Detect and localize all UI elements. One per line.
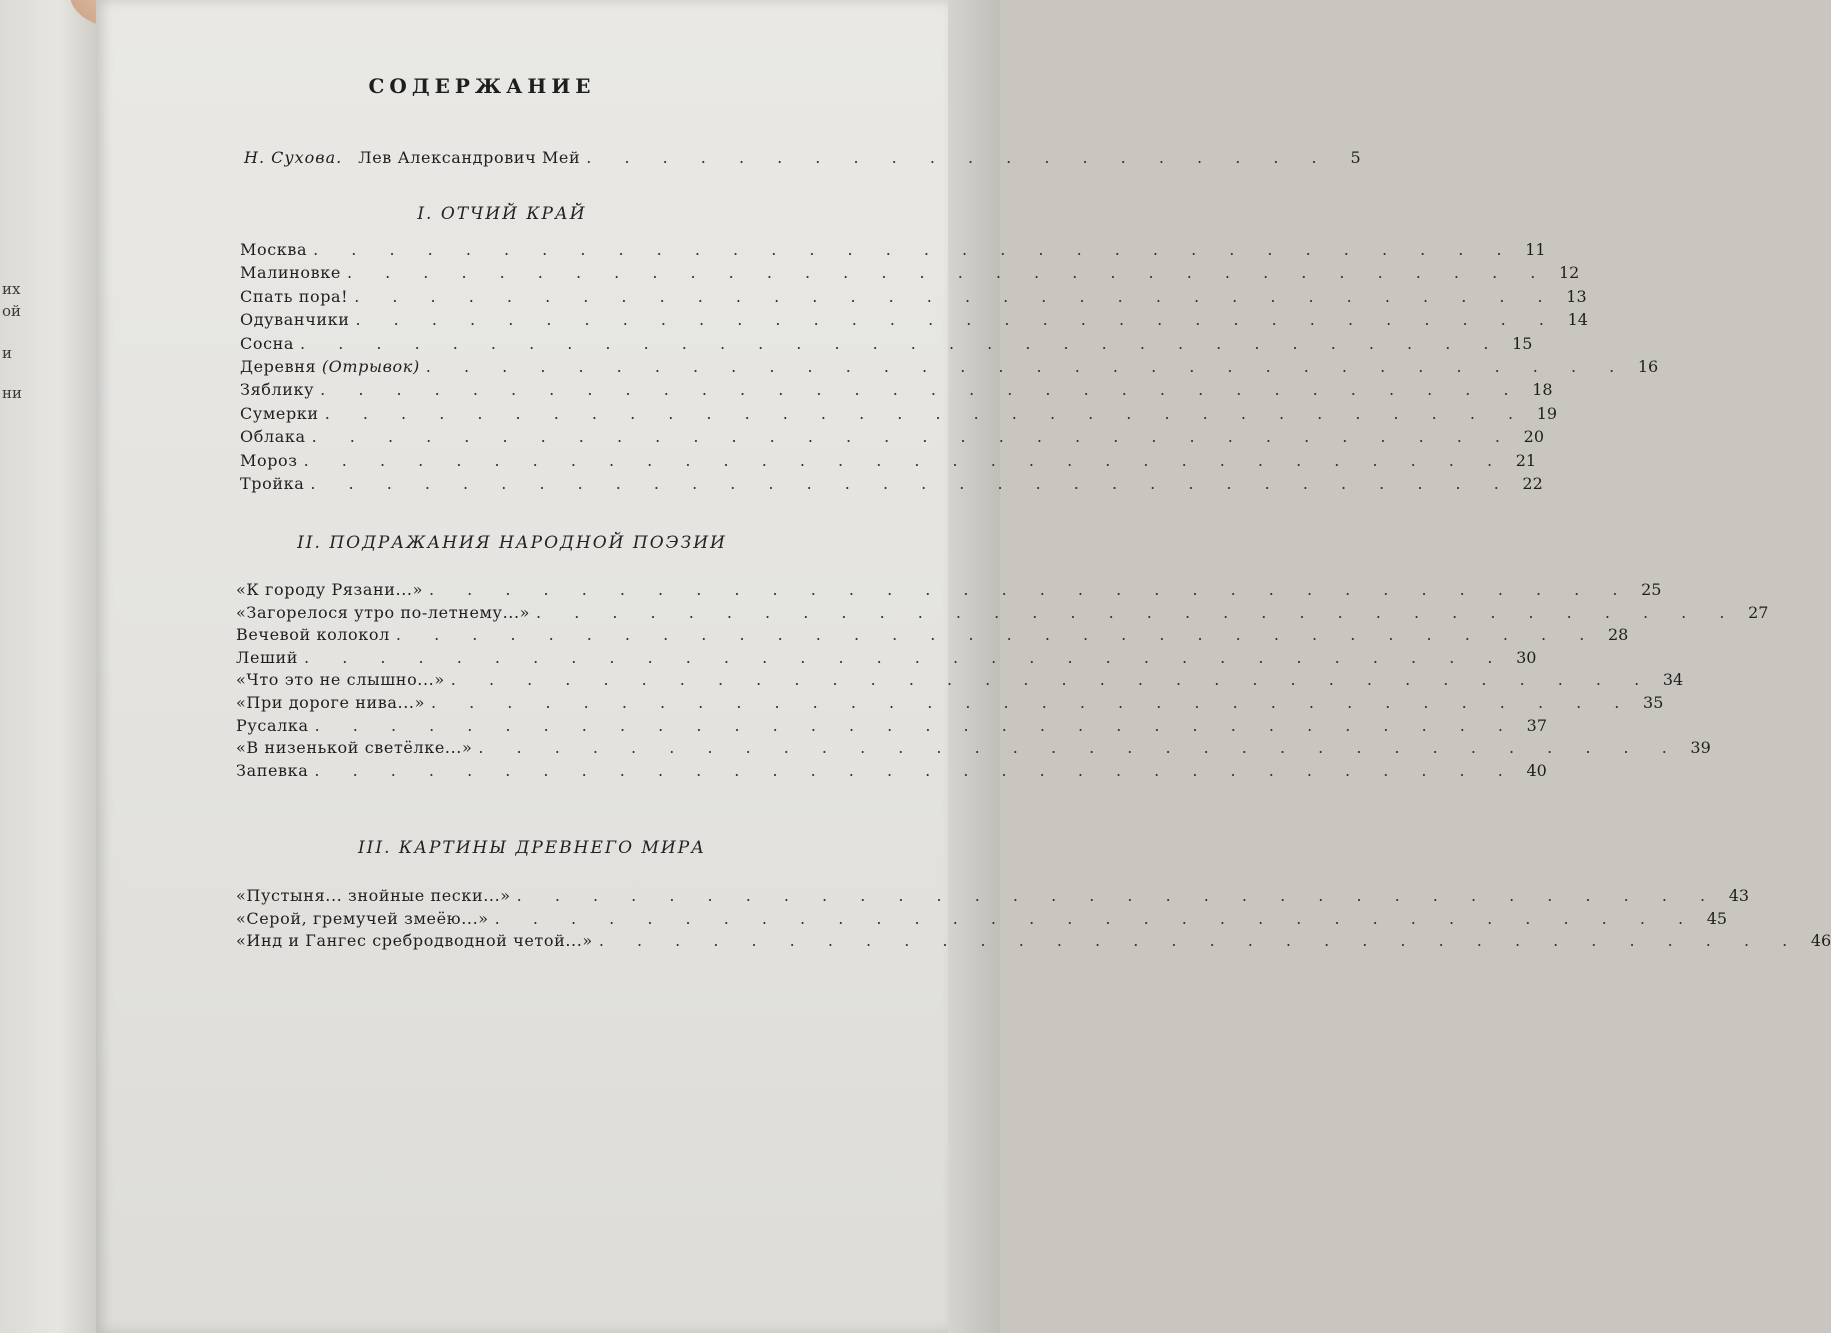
- left-page-fragment: и: [2, 344, 12, 362]
- toc-entry[interactable]: [240, 380, 1553, 404]
- toc-entry[interactable]: [240, 357, 1659, 381]
- toc-entry[interactable]: [236, 908, 1728, 933]
- toc-intro-entry[interactable]: [244, 148, 1361, 172]
- section-heading-2: II. ПОДРАЖАНИЯ НАРОДНОЙ ПОЭЗИИ: [297, 533, 727, 553]
- toc-entry-title: Облака: [240, 427, 306, 447]
- dot-leader: . . . . . . . . . . . . . . . . . . . . . . . . . . . . . . . .: [430, 693, 1634, 712]
- dot-leader: . . . . . . . . . . . . . . . . . . . . . . . . . . . . . . . .: [494, 908, 1698, 928]
- toc-entry[interactable]: [236, 602, 1769, 627]
- toc-entry-page: 15: [1512, 333, 1533, 353]
- toc-entry-title: «Загорелося утро по-летнему...»: [236, 602, 531, 622]
- toc-entry-title: «В низенькой светёлке...»: [236, 738, 473, 758]
- toc-entry-title: «Что это не слышно...»: [236, 670, 445, 690]
- section-heading-3: III. КАРТИНЫ ДРЕВНЕГО МИРА: [357, 838, 707, 858]
- toc-entry-page: 30: [1516, 647, 1537, 667]
- toc-entry[interactable]: [236, 886, 1750, 910]
- intro-page: 5: [1350, 148, 1361, 167]
- toc-entry-title: Тройка: [240, 474, 305, 493]
- toc-entry-title: Сосна: [240, 333, 295, 353]
- page-title: СОДЕРЖАНИЕ: [368, 74, 596, 98]
- toc-entry[interactable]: [240, 263, 1580, 287]
- dot-leader: . . . . . . . . . . . . . . . . . . . . . . . . . . . . . . . .: [478, 738, 1681, 758]
- toc-entry[interactable]: [236, 738, 1711, 762]
- dot-leader: . . . . . . . . . . . . . . . . . . . . . . . . . . . . . . . .: [536, 602, 1739, 622]
- toc-entry[interactable]: [236, 580, 1662, 604]
- toc-entry-page: 34: [1662, 670, 1684, 690]
- dot-leader: . . . . . . . . . . . . . . . . . . . . . . . . . . . . . . . .: [346, 263, 1550, 283]
- toc-entry-page: 12: [1559, 263, 1580, 283]
- toc-entry[interactable]: [240, 403, 1558, 428]
- toc-entry-page: 18: [1532, 380, 1553, 400]
- intro-title: Лев Александрович Мей: [358, 148, 581, 167]
- toc-entry-page: 16: [1637, 357, 1659, 376]
- toc-entry[interactable]: [236, 670, 1684, 694]
- dot-leader: . . . . . . . . . . . . . . . . . . . . . . . . . . . . . . . .: [395, 625, 1599, 645]
- toc-entry-title: Зяблику: [240, 380, 315, 400]
- right-page: [96, 0, 1831, 1333]
- toc-entry-page: 35: [1643, 693, 1664, 712]
- dot-leader: . . . . . . . . . . . . . . . . . . . .: [586, 148, 1331, 167]
- dot-leader: . . . . . . . . . . . . . . . . . . . . . . . . . . . . . . . .: [516, 886, 1720, 905]
- dot-leader: . . . . . . . . . . . . . . . . . . . . . . . . . . . . . . . .: [354, 286, 1557, 306]
- dot-leader: . . . . . . . . . . . . . . . . . . . . . . . . . . . . . . . .: [303, 450, 1507, 470]
- toc-entry-page: 25: [1641, 580, 1662, 599]
- dot-leader: . . . . . . . . . . . . . . . . . . . . . . . . . . . . . . . .: [598, 931, 1802, 950]
- toc-entry-title: Деревня (Отрывок): [240, 357, 420, 376]
- toc-entry[interactable]: [236, 931, 1831, 955]
- toc-entry[interactable]: [240, 240, 1546, 264]
- dot-leader: . . . . . . . . . . . . . . . . . . . . . . . . . . . . . . . .: [324, 403, 1528, 423]
- toc-entry-title: Малиновке: [240, 263, 341, 283]
- toc-entry-title: Русалка: [236, 715, 309, 735]
- toc-entry-title: «Инд и Гангес сребродводной четой...»: [236, 931, 593, 950]
- toc-entry-title: «К городу Рязани...»: [236, 580, 423, 599]
- dot-leader: . . . . . . . . . . . . . . . . . . . . . . . . . . . . . . . .: [304, 647, 1507, 667]
- toc-entry-page: 21: [1515, 450, 1537, 470]
- toc-entry-note: (Отрывок): [321, 357, 420, 376]
- toc-entry-page: 13: [1566, 286, 1587, 306]
- toc-entry[interactable]: [236, 625, 1629, 649]
- toc-entry-page: 40: [1526, 760, 1547, 780]
- toc-entry-title: «Серой, гремучей змеёю...»: [236, 908, 489, 928]
- toc-entry-title: Москва: [240, 240, 308, 259]
- toc-entry-page: 37: [1526, 715, 1548, 735]
- dot-leader: . . . . . . . . . . . . . . . . . . . . . . . . . . . . . . . .: [300, 333, 1503, 353]
- intro-author: Н. Сухова.: [244, 148, 343, 167]
- toc-entry[interactable]: [240, 286, 1587, 311]
- dot-leader: . . . . . . . . . . . . . . . . . . . . . . . . . . . . . . . .: [314, 760, 1517, 780]
- dot-leader: . . . . . . . . . . . . . . . . . . . . . . . . . . . . . . . .: [320, 380, 1523, 400]
- toc-entry-page: 46: [1810, 931, 1831, 950]
- left-page-fragment: их: [2, 280, 21, 298]
- toc-entry-title: Леший: [236, 647, 299, 667]
- dot-leader: . . . . . . . . . . . . . . . . . . . . . . . . . . . . . . . .: [314, 715, 1518, 735]
- dot-leader: . . . . . . . . . . . . . . . . . . . . . . . . . . . . . . . .: [311, 427, 1515, 447]
- toc-entry[interactable]: [240, 474, 1543, 498]
- toc-entry-page: 27: [1748, 602, 1769, 622]
- toc-entry-page: 28: [1607, 625, 1629, 645]
- toc-entry-title: «При дороге нива...»: [236, 693, 425, 712]
- toc-entry[interactable]: [236, 647, 1537, 672]
- toc-entry-page: 39: [1690, 738, 1711, 758]
- dot-leader: . . . . . . . . . . . . . . . . . . . . . . . . . . . . . . . .: [429, 580, 1632, 599]
- dot-leader: . . . . . . . . . . . . . . . . . . . . . . . . . . . . . . . .: [355, 310, 1558, 330]
- toc-entry[interactable]: [240, 427, 1545, 451]
- toc-entry[interactable]: [236, 693, 1664, 717]
- left-page-fragment: ни: [2, 384, 22, 402]
- toc-entry-title: Мороз: [240, 450, 298, 470]
- toc-entry-title: Вечевой колокол: [236, 625, 390, 645]
- toc-entry[interactable]: [240, 450, 1537, 475]
- dot-leader: . . . . . . . . . . . . . . . . . . . . . . . . . . . . . . . .: [425, 357, 1629, 376]
- section-heading-1: I. ОТЧИЙ КРАЙ: [417, 204, 587, 224]
- toc-entry-page: 22: [1522, 474, 1543, 493]
- toc-entry[interactable]: [240, 310, 1588, 334]
- toc-entry-page: 19: [1536, 403, 1558, 423]
- left-page: [0, 0, 96, 1333]
- toc-entry-page: 45: [1706, 908, 1728, 928]
- toc-entry-title: Одуванчики: [240, 310, 350, 330]
- dot-leader: . . . . . . . . . . . . . . . . . . . . . . . . . . . . . . . .: [450, 670, 1654, 690]
- dot-leader: . . . . . . . . . . . . . . . . . . . . . . . . . . . . . . . .: [313, 240, 1516, 259]
- toc-entry-page: 20: [1523, 427, 1545, 447]
- toc-entry-page: 11: [1525, 240, 1546, 259]
- left-page-fragment: ой: [2, 302, 22, 320]
- toc-entry[interactable]: [236, 715, 1548, 740]
- toc-entry-title: Спать пора!: [240, 286, 349, 306]
- toc-entry[interactable]: [240, 333, 1533, 358]
- toc-entry-title: «Пустыня... знойные пески...»: [236, 886, 511, 905]
- dot-leader: . . . . . . . . . . . . . . . . . . . . . . . . . . . . . . . .: [310, 474, 1513, 493]
- toc-entry[interactable]: [236, 760, 1547, 785]
- toc-entry-title: Сумерки: [240, 403, 319, 423]
- toc-entry-page: 43: [1728, 886, 1750, 905]
- toc-entry-title: Запевка: [236, 760, 309, 780]
- toc-entry-page: 14: [1567, 310, 1588, 330]
